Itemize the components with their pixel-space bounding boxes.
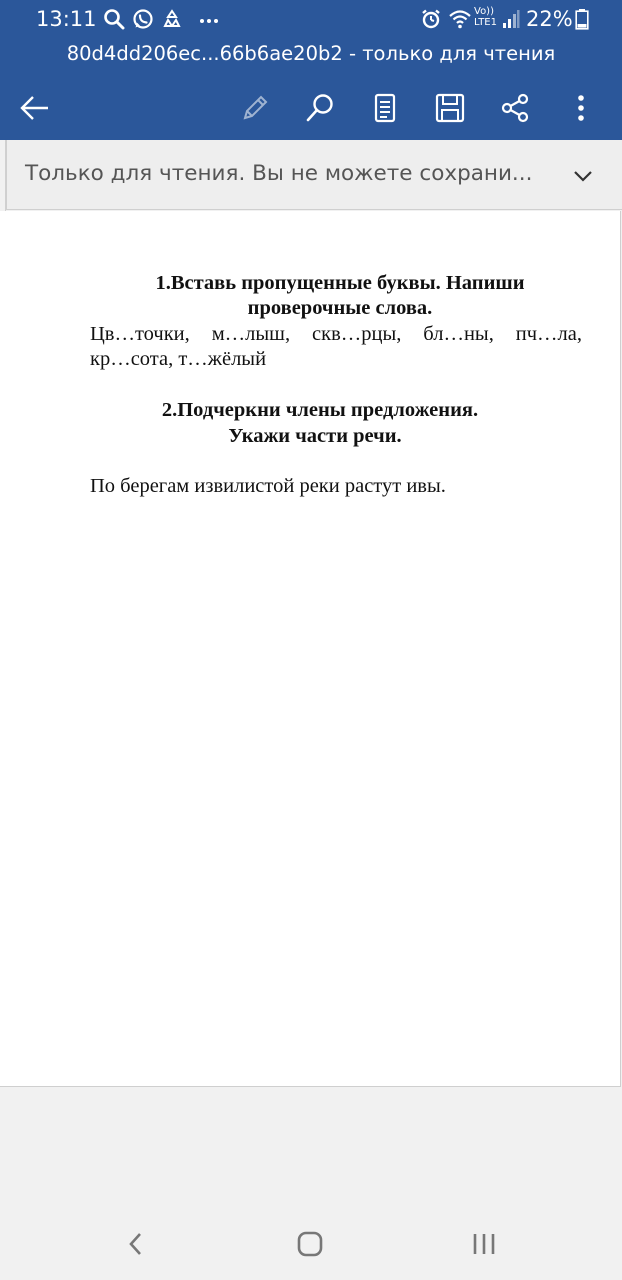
status-time: 13:11 (36, 7, 97, 31)
toolbar (0, 78, 622, 132)
signal-icon (502, 8, 520, 30)
document-title: 80d4dd206ec...66b6ae20b2 - только для чтения (66, 42, 556, 65)
edit-pencil-icon[interactable] (235, 88, 275, 128)
alarm-icon (420, 8, 442, 30)
back-arrow-icon[interactable] (14, 88, 54, 128)
task2-heading-line1: 2.Подчеркни члены предложения. (161, 399, 479, 421)
volte-label: Vo)) (474, 6, 494, 17)
task1-body-line2: кр…сота, т…жёлый (90, 348, 267, 370)
document-page[interactable] (0, 211, 621, 1087)
read-only-message: Только для чтения. Вы не можете сохрани... (25, 161, 533, 186)
recents-nav-icon[interactable] (459, 1224, 509, 1264)
more-dots-icon (198, 8, 220, 30)
reading-view-icon[interactable] (365, 88, 405, 128)
back-nav-icon[interactable] (111, 1224, 161, 1264)
task1-body-line1: Цв…точки, м…лыш, скв…рцы, бл…ны, пч…ла, (90, 323, 582, 345)
chevron-down-icon[interactable] (565, 158, 601, 194)
system-nav-bar (0, 1206, 622, 1280)
battery-icon (575, 8, 589, 30)
read-only-banner[interactable] (6, 140, 622, 210)
battery-percent: 22% (526, 7, 573, 31)
status-bar (0, 0, 622, 38)
app-header (0, 0, 622, 140)
recycle-icon (161, 8, 183, 30)
home-nav-icon[interactable] (285, 1224, 335, 1264)
task1-heading-line1: 1.Вставь пропущенные буквы. Напиши (155, 272, 525, 294)
wifi-icon (448, 8, 472, 30)
save-icon[interactable] (430, 88, 470, 128)
share-icon[interactable] (495, 88, 535, 128)
task2-heading-line2: Укажи части речи. (228, 425, 402, 447)
more-vertical-icon[interactable] (561, 88, 601, 128)
task1-heading-line2: проверочные слова. (247, 297, 433, 319)
search-icon (103, 8, 125, 30)
whatsapp-icon (132, 8, 154, 30)
volte-icon (474, 6, 497, 28)
exercise-sentence: По берегам извилистой реки растут ивы. (90, 475, 446, 497)
search-icon[interactable] (300, 88, 340, 128)
lte-label: LTE1 (474, 17, 497, 28)
